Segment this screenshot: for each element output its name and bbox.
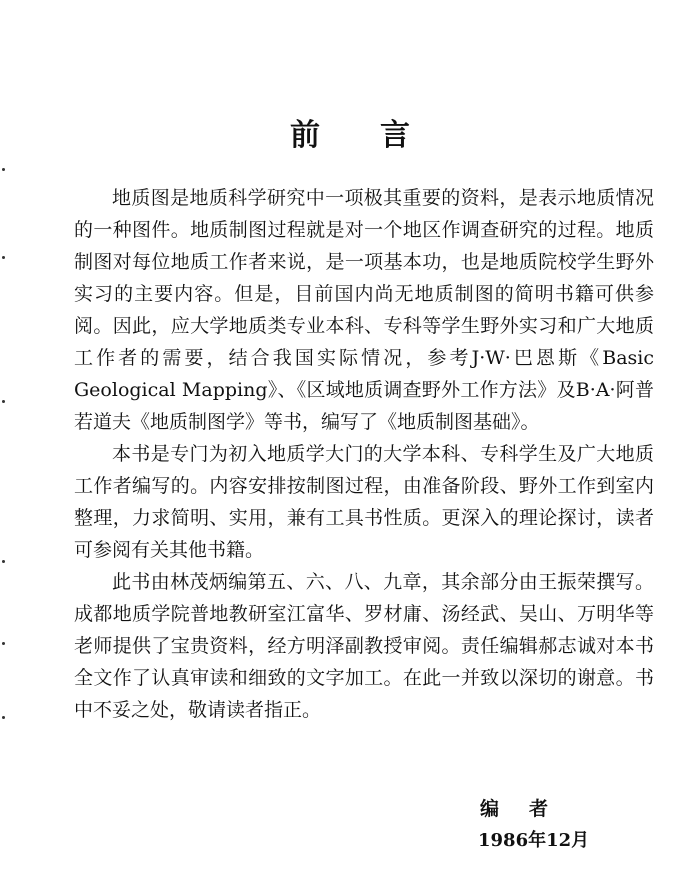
preface-body: [74, 182, 654, 726]
scan-dot: [2, 642, 5, 645]
paragraph: 本书是专门为初入地质学大门的大学本科、专科学生及广大地质工作者编写的。内容安排按制图过程，由准备阶段、野外工作到室内整理，力求简明、实用，兼有工具书性质。更深入的理论探讨，读者可参阅有关其他书籍。: [74, 443, 654, 561]
signature-date: 1986年12月: [478, 830, 590, 851]
scan-dot: [2, 256, 5, 259]
scan-dot: [2, 168, 5, 171]
paragraph: 此书由林茂炳编第五、六、八、九章，其余部分由王振荣撰写。成都地质学院普地教研室江富华、罗材庸、汤经武、吴山、万明华等老师提供了宝贵资料，经方明泽副教授审阅。责任编辑郝志诚对本书全文作了认真审读和细致的文字加工。在此一并致以深切的谢意。书中不妥之处，敬请读者指正。: [74, 571, 654, 721]
scan-dot: [2, 560, 5, 563]
scan-dot: [2, 716, 5, 719]
scan-dot: [2, 400, 5, 403]
signature-author: 编者: [480, 798, 579, 820]
page-title: 前言: [290, 118, 470, 153]
paragraph: 地质图是地质科学研究中一项极其重要的资料，是表示地质情况的一种图件。地质制图过程就是对一个地区作调查研究的过程。地质制图对每位地质工作者来说，是一项基本功，也是地质院校学生野外实习的主要内容。但是，目前国内尚无地质制图的简明书籍可供参阅。因此，应大学地质类专业本科、专科等学生野外实习和广大地质工作者的需要，结合我国实际情况，参考J·W·巴恩斯《Basic Geological Mapping》、《区域地质调查野外工作方法》及B·A·阿普若道夫《地质制图学》等书，编写了《地质制图基础》。: [74, 187, 654, 433]
